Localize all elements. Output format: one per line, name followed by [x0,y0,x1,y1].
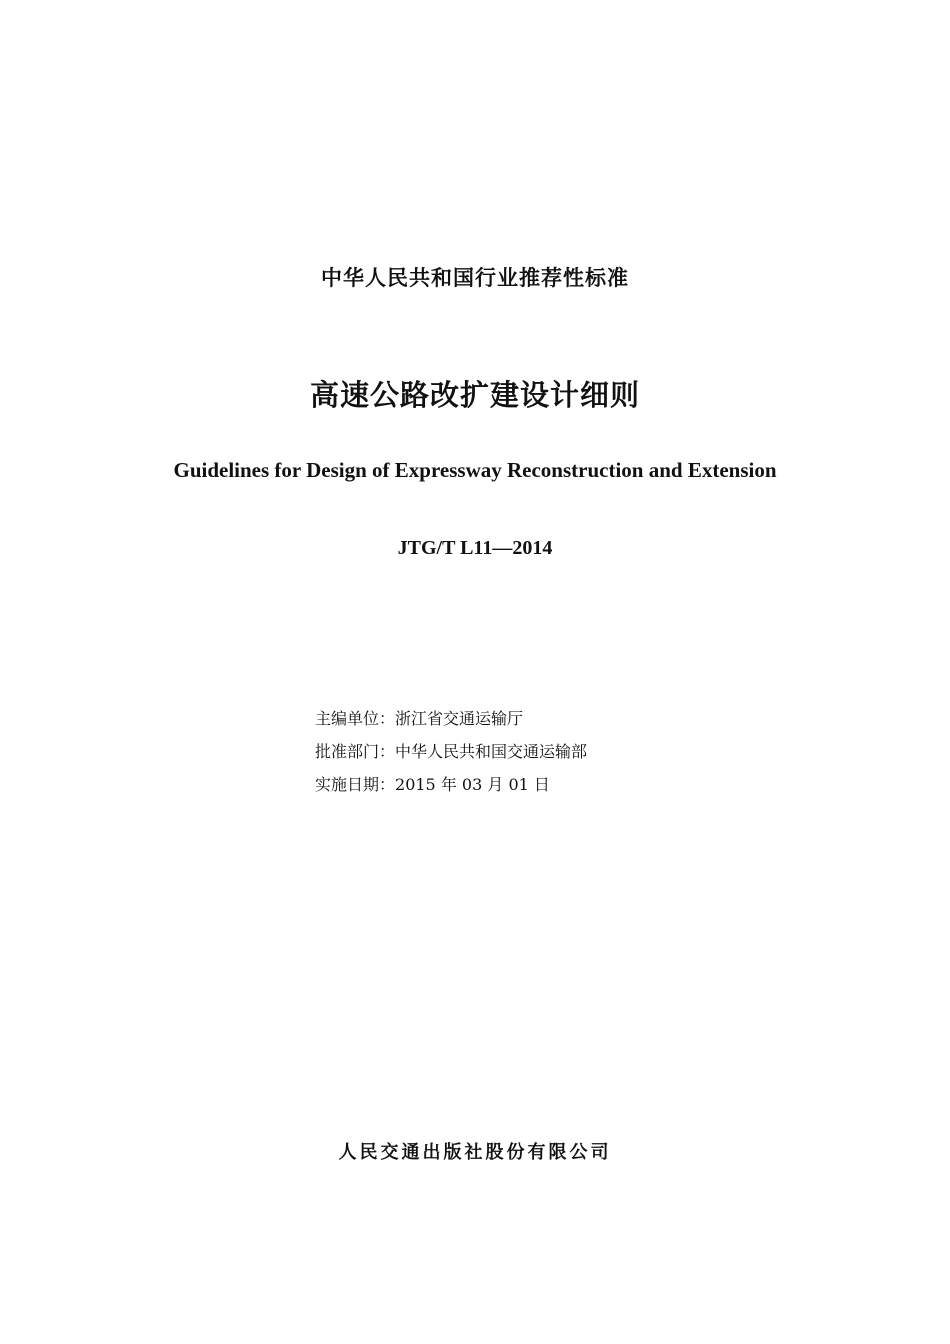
info-label: 批准部门： [315,742,396,761]
info-row-approver [315,735,587,768]
info-value: 浙江省交通运输厅 [395,709,524,728]
standard-type-heading: 中华人民共和国行业推荐性标准 [321,266,629,290]
publisher-name: 人民交通出版社股份有限公司 [338,1142,612,1163]
document-info-block [315,702,587,801]
document-title-english: Guidelines for Design of Expressway Reconstruction and Extension [173,458,777,482]
standard-code: JTG/T L11—2014 [397,537,553,559]
info-label: 主编单位： [315,709,396,728]
info-row-effective-date [315,768,587,801]
info-label: 实施日期： [315,775,396,794]
document-title-chinese: 高速公路改扩建设计细则 [309,378,640,412]
info-value: 中华人民共和国交通运输部 [395,742,588,761]
info-value: 2015 年 03 月 01 日 [395,775,550,794]
info-row-editor [315,702,587,735]
